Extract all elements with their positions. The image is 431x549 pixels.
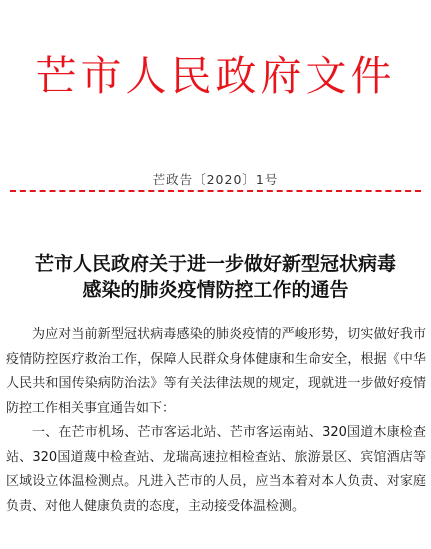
title-line-2: 感染的肺炎疫情防控工作的通告 <box>82 279 349 301</box>
document-title <box>8 251 423 303</box>
title-line-1: 芒市人民政府关于进一步做好新型冠状病毒 <box>34 253 396 275</box>
document-number: 芒政告〔2020〕1号 <box>152 172 279 187</box>
paragraph-item-1: 一、在芒市机场、芒市客运北站、芒市客运南站、320国道木康检查站、320国道蔑中检查站、龙瑞高速拉相检查站、旅游景区、宾馆酒店等区域设立体温检测点。凡进入芒市的人员，应当本着对本人负责、对家庭负责、对他人健康负责的态度，主动接受体温检测。 <box>6 425 426 514</box>
document-header: 芒市人民政府文件 <box>35 52 396 100</box>
paragraph-intro: 为应对当前新型冠状病毒感染的肺炎疫情的严峻形势，切实做好我市疫情防控医疗救治工作，保障人民群众身体健康和生命安全，根据《中华人民共和国传染病防治法》等有关法律法规的规定，现就进一步做好疫情防控工作相关事宜通告如下： <box>6 327 426 416</box>
document-body <box>6 323 426 519</box>
red-divider <box>10 190 421 192</box>
